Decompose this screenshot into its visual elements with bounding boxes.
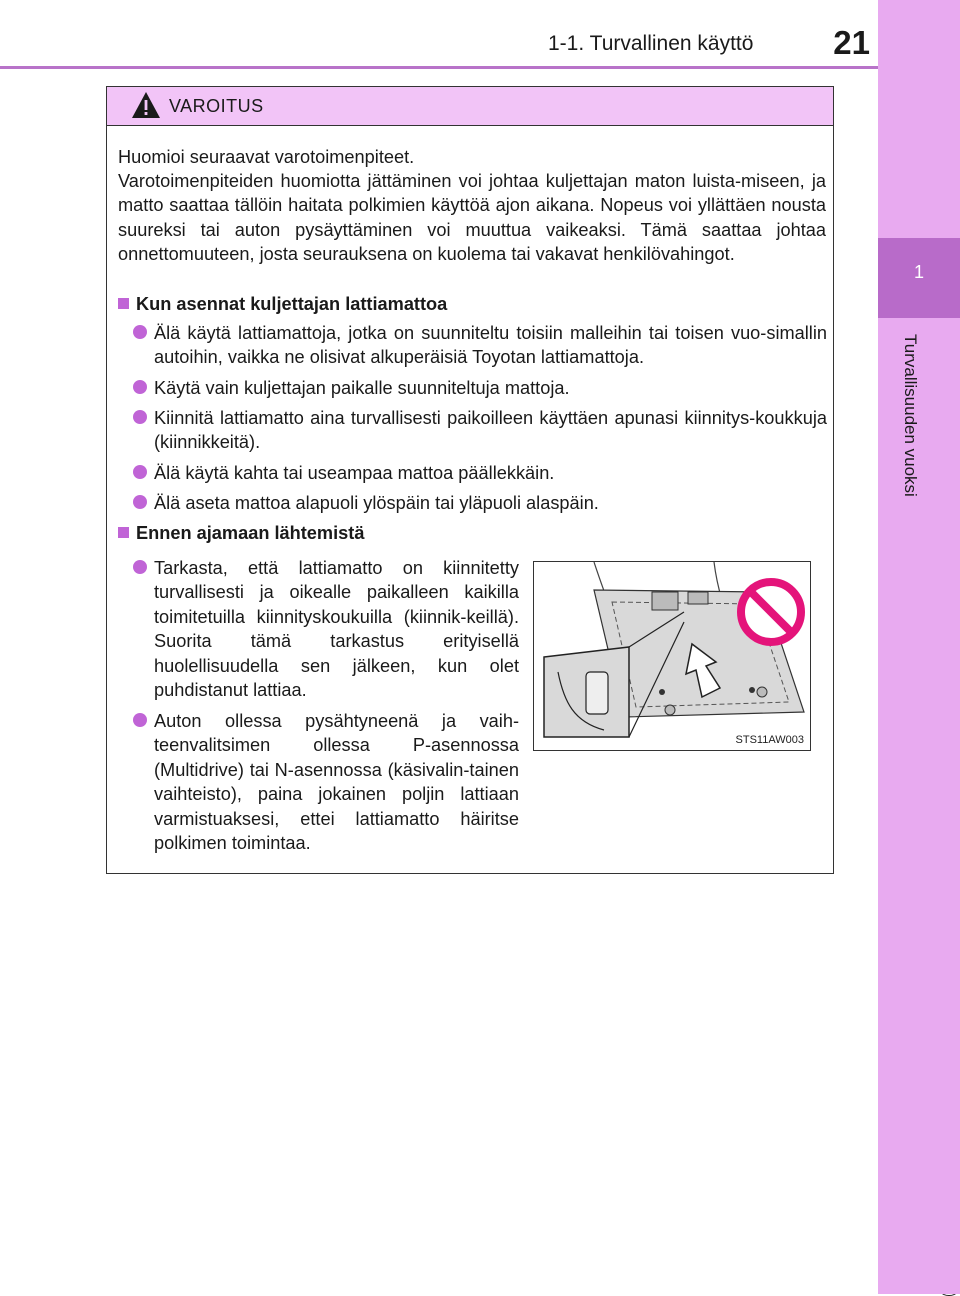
floor-mat-illustration [533, 561, 811, 751]
warning-label: VAROITUS [169, 96, 264, 116]
list-item: Tarkasta, että lattiamatto on kiinnitetty turvallisesti ja oikealle paikalleen kaikilla toimitetuilla kiinnityskoukuilla (kiinnik-keillä). Suorita tämä tarkastus erityisellä huolellisuudella sen jälkeen, kun olet puhdistanut lattiaa. [137, 556, 519, 702]
header-rule [0, 66, 878, 69]
list-item: Käytä vain kuljettajan paikalle suunniteltuja mattoja. [137, 376, 827, 400]
list-item: Älä käytä lattiamattoja, jotka on suunniteltu toisiin malleihin tai toisen vuo-simallin autoihin, vaikka ne olisivat alkuperäisiä Toyotan lattiamattoja. [137, 321, 827, 370]
square-bullet-icon [118, 298, 129, 309]
list-item: Auton ollessa pysähtyneenä ja vaih-teenvalitsimen ollessa P-asennossa (Multidrive) tai N-asennossa (käsivalin-tainen vaihteisto), paina jokainen poljin lattiaan varmistuaksesi, ettei lattiamatto häiritse polkimen toimintaa. [137, 709, 519, 855]
round-bullet-icon [133, 560, 147, 574]
warning-box [106, 86, 834, 874]
figure-code: STS11AW003 [735, 734, 804, 746]
round-bullet-icon [133, 465, 147, 479]
section-heading-before-driving: Ennen ajamaan lähtemistä [118, 521, 364, 545]
chapter-title: Turvallisuuden vuoksi [901, 334, 920, 497]
round-bullet-icon [133, 325, 147, 339]
intro-line-1: Huomioi seuraavat varotoimenpiteet. [118, 147, 415, 167]
list-item: Kiinnitä lattiamatto aina turvallisesti paikoilleen käyttäen apunasi kiinnitys-koukkuja (kiinnikkeitä). [137, 406, 827, 455]
intro-paragraph: Varotoimenpiteiden huomiotta jättäminen voi johtaa kuljettajan maton luista-miseen, ja matto saattaa tällöin haitata polkimien käyttöä ajon aikana. Nopeus voi yllättäen nousta suureksi tai auton pysäyttäminen voi muuttua vaikeaksi. Tämä saattaa johtaa onnettomuuteen, josta seurauksena on kuolema tai vakavat henkilövahingot. [118, 171, 826, 265]
list-item: Älä aseta mattoa alapuoli ylöspäin tai yläpuoli alaspäin. [137, 491, 827, 515]
warning-header [107, 87, 833, 126]
prohibited-icon [741, 582, 801, 642]
round-bullet-icon [133, 410, 147, 424]
square-bullet-icon [118, 527, 129, 538]
page-number: 21 [833, 24, 870, 61]
section-title: 1-1. Turvallinen käyttö [548, 32, 754, 55]
warning-triangle-icon [131, 91, 161, 119]
round-bullet-icon [133, 380, 147, 394]
round-bullet-icon [133, 713, 147, 727]
section-heading-install: Kun asennat kuljettajan lattiamattoa [118, 292, 447, 316]
round-bullet-icon [133, 495, 147, 509]
chapter-side-tab [878, 0, 960, 1294]
chapter-number: 1 [913, 262, 924, 282]
list-item: Älä käytä kahta tai useampaa mattoa päällekkäin. [137, 461, 827, 485]
floor-mat-drawing [534, 562, 810, 750]
